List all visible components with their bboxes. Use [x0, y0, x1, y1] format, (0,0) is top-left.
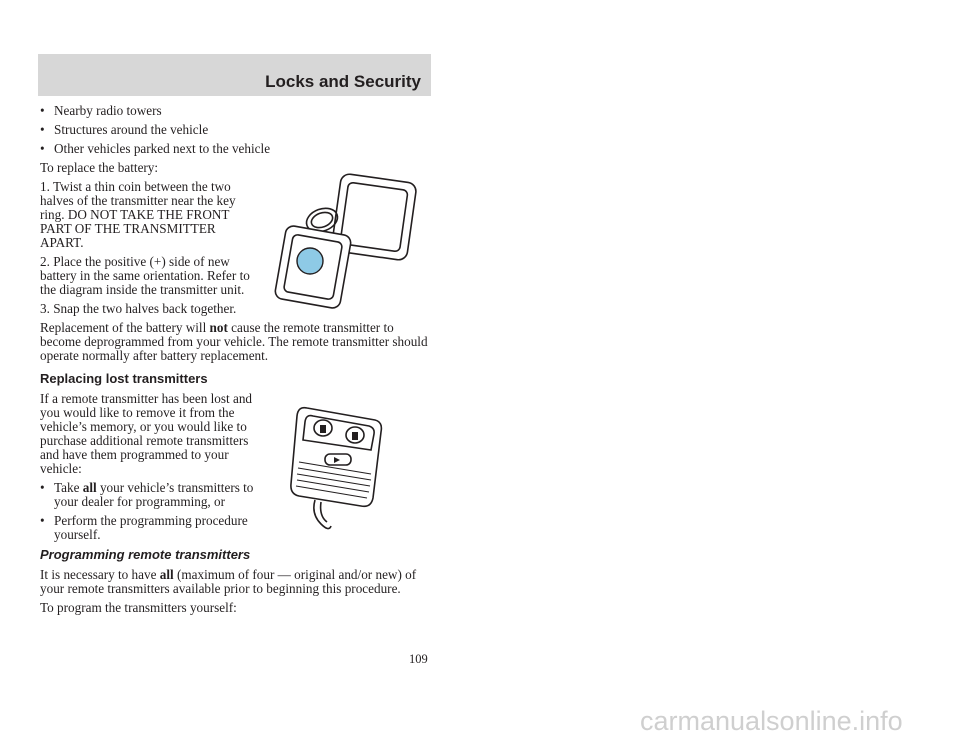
- list-item-text: Other vehicles parked next to the vehicle: [54, 141, 271, 156]
- list-item: [40, 104, 435, 118]
- watermark-logo: carmanualsonline.info: [640, 705, 903, 736]
- list-item: [40, 481, 269, 509]
- page-number: 109: [409, 652, 428, 666]
- battery-intro: To replace the battery:: [40, 160, 159, 175]
- list-item: [40, 514, 269, 542]
- programming-text-end: (maximum of four — original and/or new) of your remote transmitters available prior to beginning this procedure.: [40, 567, 417, 596]
- battery-step-3: 3. Snap the two halves back together.: [40, 301, 237, 316]
- take-text: Take: [54, 480, 83, 495]
- lost-transmitters-heading: Replacing lost transmitters: [40, 371, 208, 386]
- battery-note-end: cause the remote transmitter to become deprogrammed from your vehicle. The remote transmitter should operate normally after battery replacement.: [40, 320, 428, 363]
- battery-note: [40, 321, 435, 363]
- take-rest: your vehicle’s transmitters to your dealer for programming, or: [54, 480, 254, 509]
- bullet-mark: •: [40, 480, 45, 495]
- remote-transmitter-illustration: [285, 400, 390, 535]
- bullet-mark: •: [40, 513, 45, 528]
- battery-note-emphasis: not: [209, 320, 228, 335]
- programming-emphasis: all: [159, 567, 174, 582]
- take-emphasis: all: [82, 480, 97, 495]
- list-item-text: [54, 480, 253, 509]
- bullet-mark: •: [40, 122, 45, 137]
- list-item: [40, 123, 435, 137]
- programming-paragraph: [40, 568, 435, 596]
- programming-heading: Programming remote transmitters: [40, 547, 251, 562]
- battery-replacement-illustration: [270, 168, 435, 318]
- lost-transmitters-paragraph: If a remote transmitter has been lost and you would like to remove it from the vehicle’s memory, or you would like to purchase additional remote transmitters and have them programmed to your vehicle:: [40, 391, 253, 476]
- battery-icon: [297, 248, 323, 274]
- battery-step-2: 2. Place the positive (+) side of new battery in the same orientation. Refer to the diagram inside the transmitter unit.: [40, 254, 250, 297]
- list-item-text: Nearby radio towers: [54, 103, 162, 118]
- bullet-mark: •: [40, 103, 45, 118]
- key-ring-icon: [314, 500, 331, 529]
- battery-step-1: 1. Twist a thin coin between the two halves of the transmitter near the key ring. DO NOT TAKE THE FRONT PART OF THE TRANSMITTER APART.: [40, 179, 236, 250]
- section-title: Locks and Security: [265, 72, 421, 91]
- battery-note-start: Replacement of the battery will: [40, 320, 210, 335]
- section-header-band: [38, 54, 431, 96]
- programming-text-start: It is necessary to have: [40, 567, 160, 582]
- list-item: [40, 142, 435, 156]
- bullet-mark: •: [40, 141, 45, 156]
- list-item-text: Perform the programming procedure yourself.: [54, 513, 248, 542]
- list-item-text: Structures around the vehicle: [54, 122, 209, 137]
- programming-last-line: To program the transmitters yourself:: [40, 600, 237, 615]
